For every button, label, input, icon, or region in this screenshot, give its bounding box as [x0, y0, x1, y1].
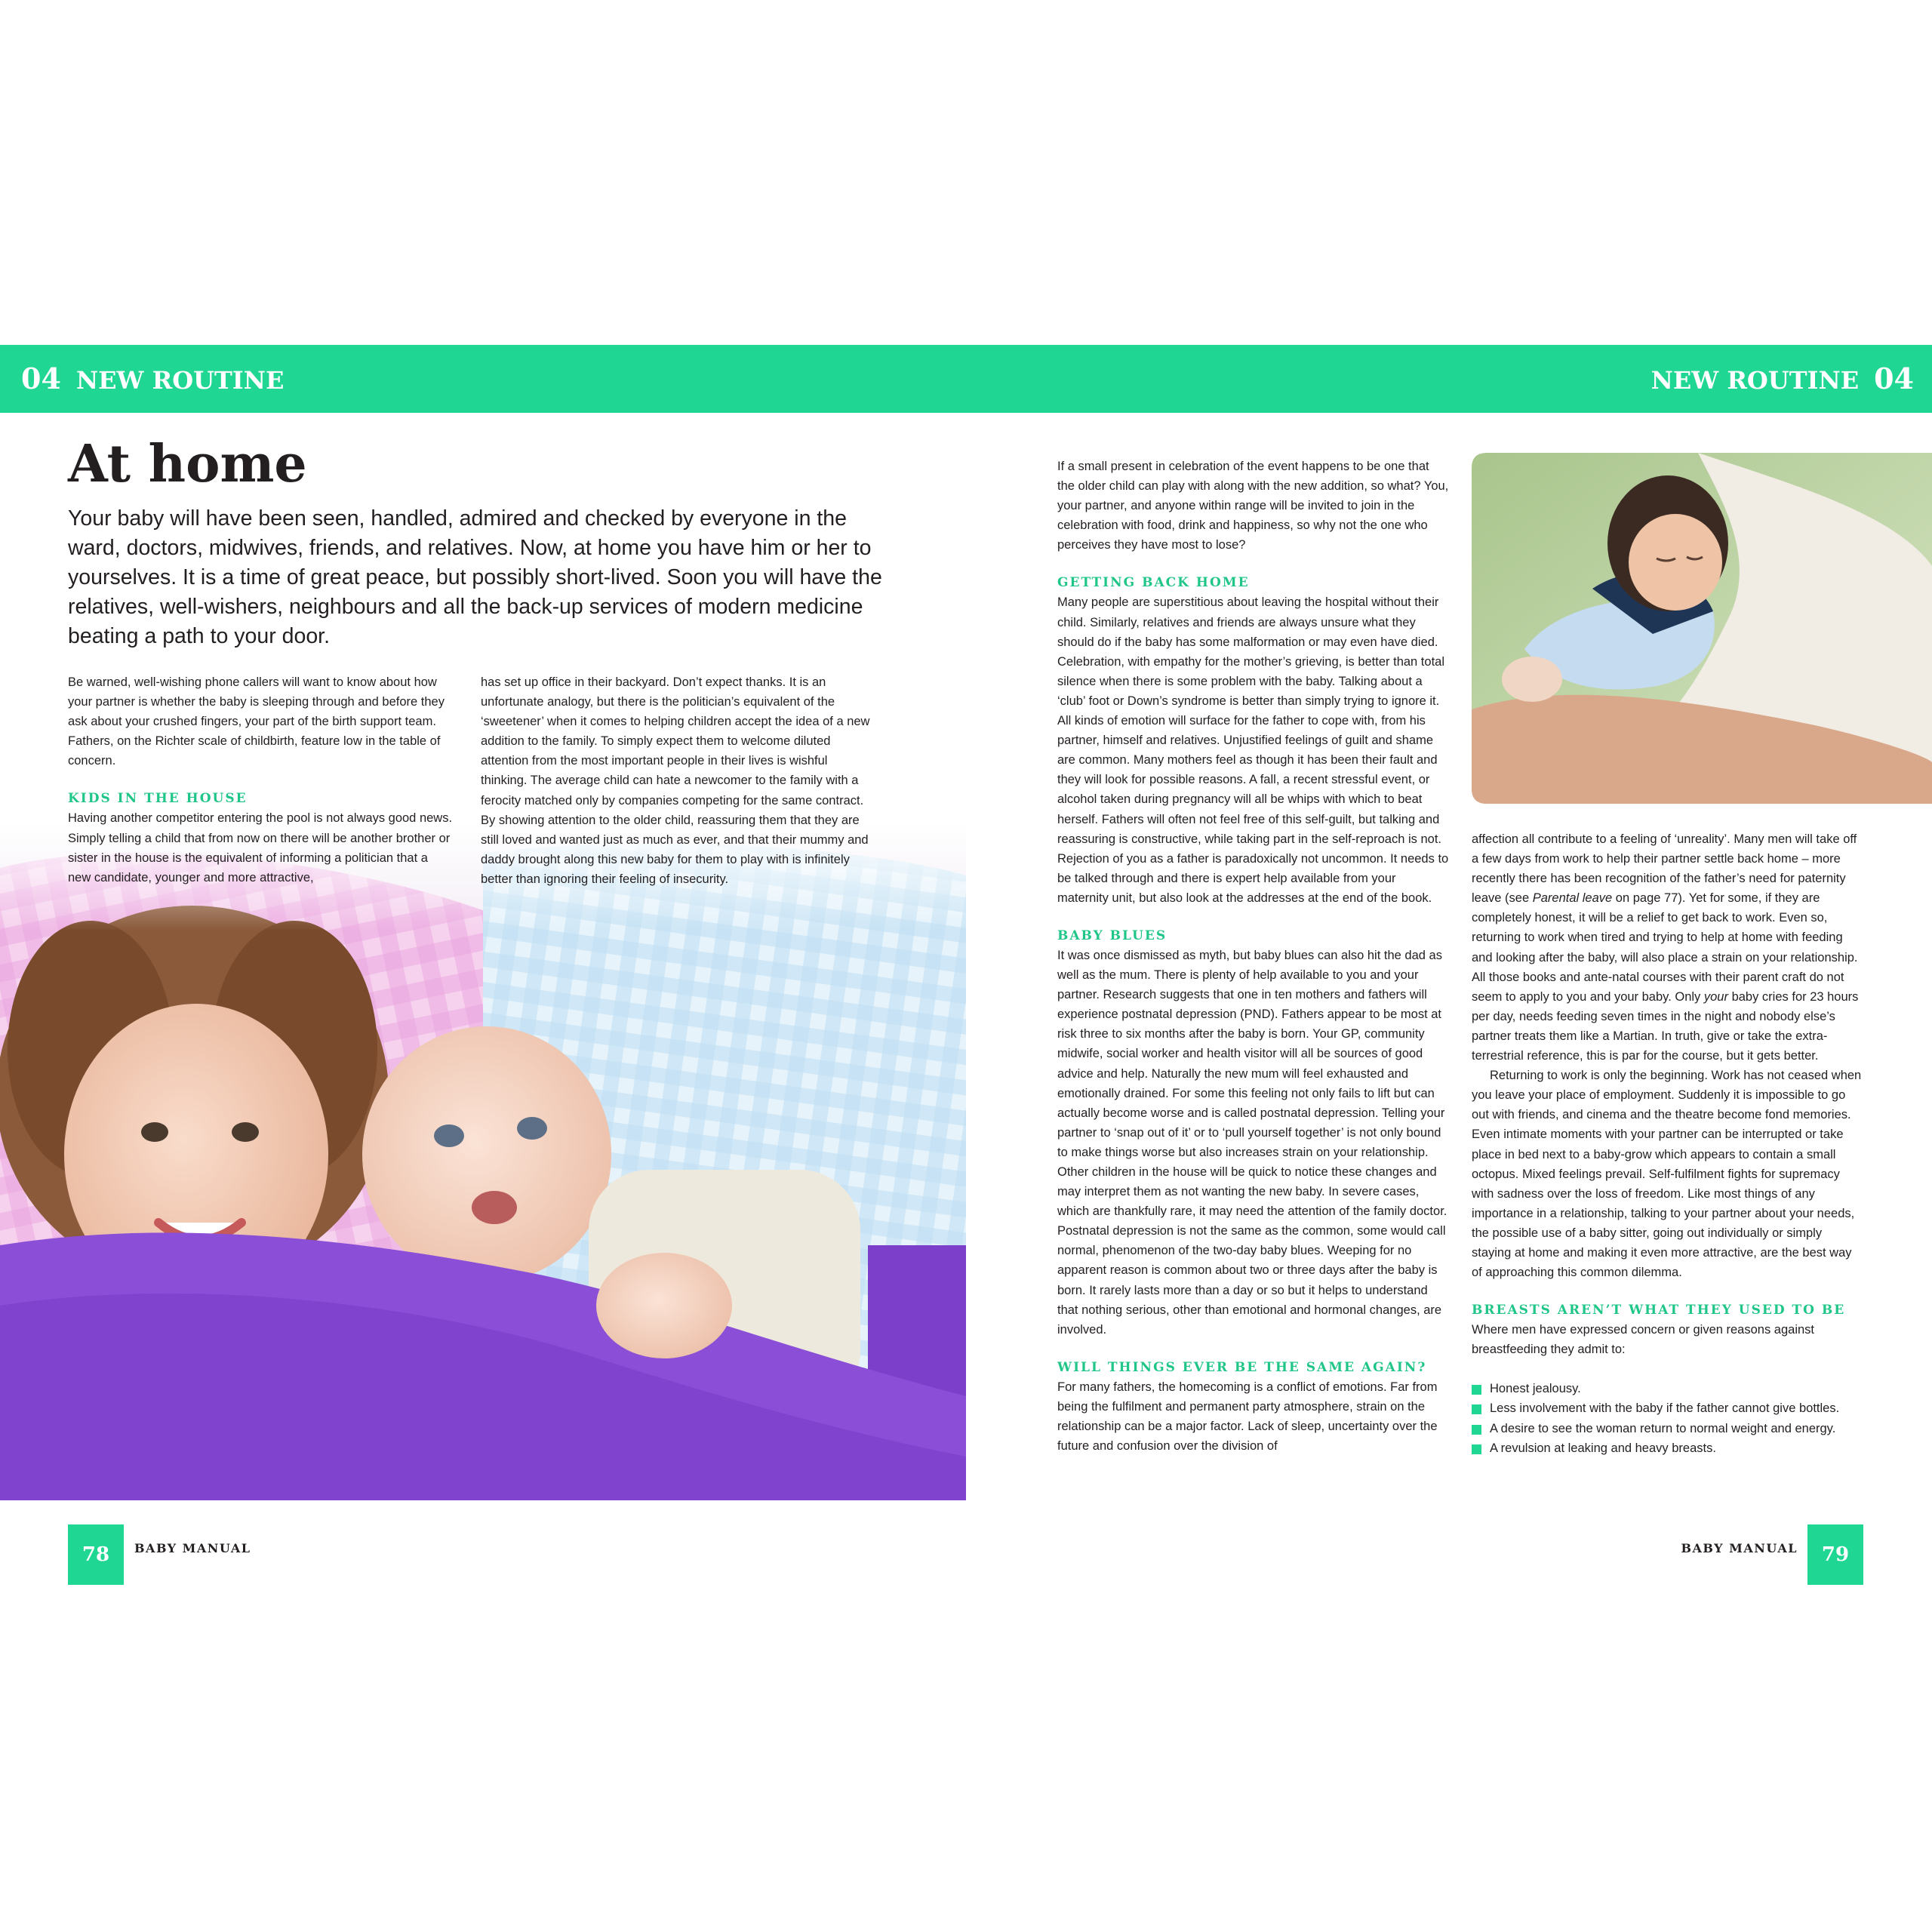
subheading-baby-blues: BABY BLUES [1057, 928, 1168, 943]
page-title: At home [68, 434, 307, 494]
body-paragraph: If a small present in celebration of the event happens to be one that the older child can play with along with the new addition, so what? You, your partner, and anyone within range will be invited to join in the celebration with food, drink and happiness, so why not the one who perceives they have most to lose? [1057, 460, 1449, 552]
section-header-band [0, 345, 1932, 413]
bullet-square-icon [1472, 1385, 1481, 1395]
page-number-left: 78 [68, 1524, 124, 1585]
bullet-list [1472, 1379, 1864, 1457]
sleeping-baby-on-father-photo [1472, 453, 1932, 804]
body-paragraph: has set up office in their backyard. Don’t expect thanks. It is an unfortunate analogy, but there is the politician’s equivalent of the ‘sweetener’ when it comes to helping children accept the idea of a new addition to the family. To simply expect them to welcome diluted attention from the most important people in their lives is wishful thinking. The average child can hate a newcomer to the family with a ferocity matched only by companies competing for the same contract. By showing attention to the older child, reassuring them that they are still loved and wanted just as much as ever, and that their mummy and daddy brought along this new baby for them to play with is infinitely better than ignoring their feeling of insecurity. [481, 675, 870, 886]
running-footer-left: BABY MANUAL [134, 1541, 251, 1555]
body-paragraph: Having another competitor entering the pool is not always good news. Simply telling a child that from now on there will be another brother or sister in the house is the equivalent of informing a politician that a new candidate, younger and more attractive, [68, 811, 453, 884]
chapter-title-right: NEW ROUTINE [1651, 366, 1860, 395]
text-column-3 [1057, 457, 1450, 1456]
chapter-title-left: NEW ROUTINE [75, 366, 285, 395]
section-label-right [1651, 345, 1914, 413]
chapter-number-right: 04 [1874, 361, 1914, 395]
body-paragraph: Be warned, well-wishing phone callers will want to know about how your partner is whether the baby is sleeping through and before they ask about your crushed fingers, your part of the birth support team. Fathers, on the Richter scale of childbirth, feature low in the table of concern. [68, 675, 445, 768]
subheading-getting-back-home: GETTING BACK HOME [1057, 575, 1250, 591]
list-item: Honest jealousy. [1472, 1379, 1864, 1398]
section-label-left [21, 345, 284, 413]
italic-text: your [1703, 989, 1728, 1004]
subheading-breasts: BREASTS AREN’T WHAT THEY USED TO BE [1472, 1303, 1846, 1318]
body-paragraph: affection all contribute to a feeling of ‘unreality’. Many men will take off a few days from work to help their partner settle back home – more recently there has been recognition of the father’s need for paternity leave (see Parental leave on page 77). Yet for some, if they are completely honest, it will be a relief to get back to work. Even so, returning to work when tired and trying to help at home with feeding and looking after the baby, will also place a strain on your relationship. All those books and ante-natal courses with their parent craft do not seem to apply to you and your baby. Only your baby cries for 23 hours per day, needs feeding seven times in the night and nobody else’s partner treats them like a Martian. In truth, give or take the extra-terrestrial reference, this is par for the course, but it gets better. [1472, 832, 1859, 1063]
body-paragraph: Many people are superstitious about leaving the hospital without their child. Similarly, relatives and friends are always unsure what they should do if the baby has some malformation or may even have died. Celebration, with empathy for the mother’s grieving, is better than total silence when there is some problem with the baby. Talking about a ‘club’ foot or Down’s syndrome is better than simply trying to ignore it. All kinds of emotion will surface for the father to cope with, from his partner, himself and relatives. Unjustified feelings of guilt and shame are common. Many mothers feel as though it has been their fault and they will look for possible reasons. A fall, a recent stressful event, or alcohol taken during pregnancy will all be whips with which to beat herself. Fathers will often not feel free of this self-guilt, but talking and reassuring is constructive, while taking part in the self-reproach is not. Rejection of you as a father is paradoxically not uncommon. It needs to be talked through and there is expert help available from your maternity unit, but also look at the addresses at the end of the book. [1057, 595, 1449, 905]
text-column-2 [481, 672, 877, 889]
children-under-blanket-photo [0, 823, 966, 1500]
intro-paragraph: Your baby will have been seen, handled, admired and checked by everyone in the ward, doctors, midwives, friends, and relatives. Now, at home you have him or her to yourselves. It is a time of great peace, but possibly short-lived. Soon you will have the relatives, well-wishers, neighbours and all the back-up services of modern medicine beating a path to your door. [68, 506, 882, 648]
body-paragraph: It was once dismissed as myth, but baby blues can also hit the dad as well as the mum. There is plenty of help available to you and your partner. Research suggests that one in ten mothers and fathers will experience postnatal depression (PND). Fathers appear to be most at risk three to six months after the baby is born. Your GP, community midwife, social worker and health visitor will all be sources of good advice and help. Naturally the new mum will feel exhausted and emotionally drained. For some this feeling not only fails to lift but can actually become worse and is called postnatal depression. Telling your partner to ‘snap out of it’ or to ‘pull yourself together’ is not only bound to make things worse but also increases strain on your relationship. Other children in the house will be quick to notice these changes and may interpret them as not wanting the new baby. In severe cases, which are thankfully rare, it may need the attention of the family doctor. Postnatal depression is not the same as the common, some would call normal, phenomenon of the two-day baby blues. Weeping for no apparent reason is common about two or three days after the baby is born. It rarely lasts more than a day or so but it helps to understand that nothing serious, other than emotional and hormonal changes, are involved. [1057, 948, 1447, 1337]
page-number-right: 79 [1807, 1524, 1863, 1585]
list-item: Less involvement with the baby if the father cannot give bottles. [1472, 1398, 1864, 1418]
subheading-kids-in-the-house: KIDS IN THE HOUSE [68, 791, 248, 807]
body-paragraph: Where men have expressed concern or given reasons against breastfeeding they admit to: [1472, 1323, 1814, 1357]
body-paragraph: Returning to work is only the beginning. Work has not ceased when you leave your place of employment. Suddenly it is impossible to go out with friends, and cinema and the theatre become fond memories. Even intimate moments with your partner can be interrupted or take place in bed next to a baby-grow which appears to contain a small octopus. Mixed feelings prevail. Self-fulfilment fights for supremacy with sadness over the loss of freedom. Like most things of any importance in a relationship, talking to your partner about your needs, the possible use of a baby sitter, going out individually or simply staying at home and making it even more attractive, are the best way of approaching this common dilemma. [1472, 1069, 1862, 1280]
text-column-4 [1472, 829, 1864, 1458]
bullet-square-icon [1472, 1425, 1481, 1435]
italic-text: Parental leave [1532, 891, 1613, 906]
bullet-square-icon [1472, 1444, 1481, 1454]
subheading-will-things-ever-be-the-same: WILL THINGS EVER BE THE SAME AGAIN? [1057, 1359, 1427, 1375]
text-column-1 [68, 672, 453, 888]
running-footer-right: BABY MANUAL [1681, 1541, 1798, 1555]
body-paragraph: For many fathers, the homecoming is a conflict of emotions. Far from being the fulfilment and permanent party atmosphere, strain on the relationship can be a major factor. Lack of sleep, uncertainty over the future and confusion over the division of [1057, 1380, 1438, 1454]
list-item: A desire to see the woman return to normal weight and energy. [1472, 1419, 1864, 1438]
list-item: A revulsion at leaking and heavy breasts. [1472, 1438, 1864, 1458]
bullet-square-icon [1472, 1404, 1481, 1414]
chapter-number-left: 04 [21, 361, 61, 395]
